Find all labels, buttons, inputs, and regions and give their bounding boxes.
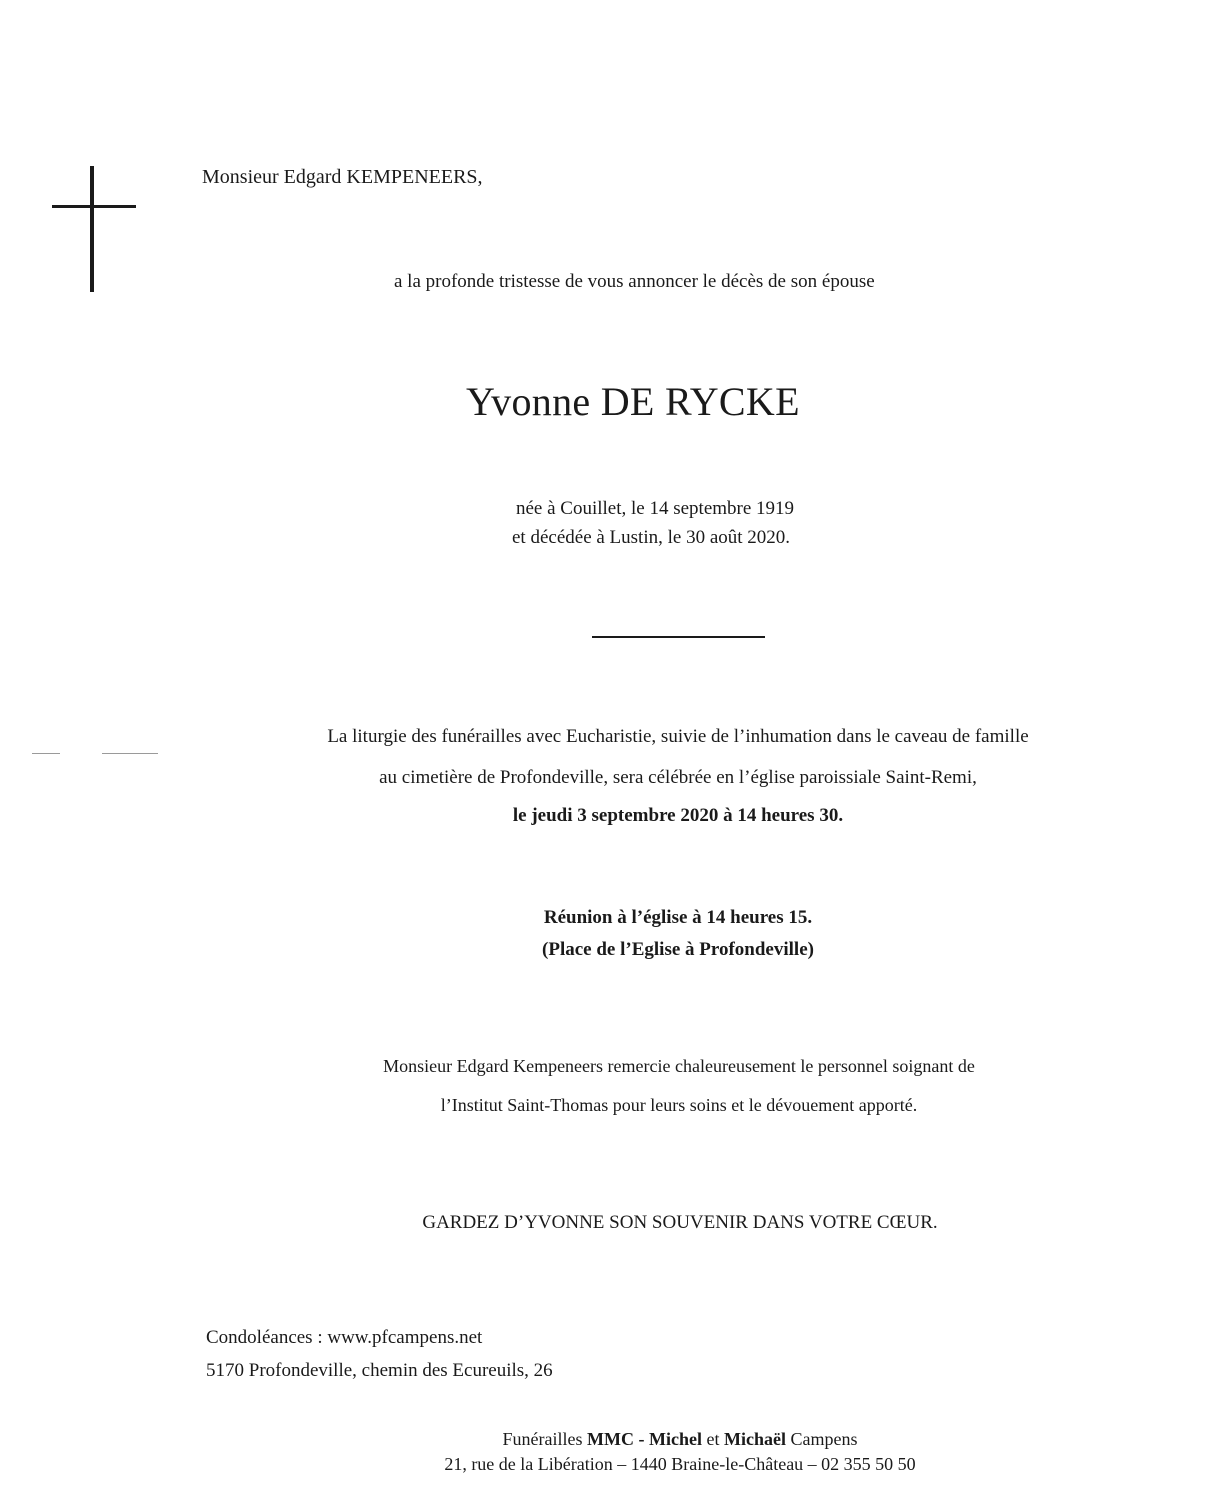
meeting-line-1: Réunion à l’église à 14 heures 15. <box>543 907 813 928</box>
footer-surname: Campens <box>790 1429 858 1449</box>
ceremony-date: le jeudi 3 septembre 2020 à 14 heures 30. <box>512 805 844 826</box>
condolences-label: Condoléances : <box>206 1327 323 1348</box>
scan-artifact <box>32 753 60 754</box>
death-line: et décédée à Lustin, le 30 août 2020. <box>512 527 791 548</box>
announcement-line: a la profonde tristesse de vous annoncer le décès de son épouse <box>394 271 875 292</box>
thanks-line-1: Monsieur Edgard Kempeneers remercie chaleureusement le personnel soignant de <box>383 1056 975 1076</box>
footer-company-abbr: MMC <box>587 1429 634 1449</box>
thanks-line-2: l’Institut Saint-Thomas pour leurs soins et le dévouement apporté. <box>440 1095 918 1115</box>
condolences-line <box>206 1327 482 1349</box>
footer-company <box>0 1429 1205 1450</box>
divider <box>592 636 765 638</box>
footer-company-sep: - <box>634 1429 649 1449</box>
meeting-line-2: (Place de l’Eglise à Profondeville) <box>542 939 814 960</box>
footer-address: 21, rue de la Libération – 1440 Braine-le-Château – 02 355 50 50 <box>444 1454 916 1474</box>
footer-company-prefix: Funérailles <box>502 1429 583 1449</box>
remembrance-line: GARDEZ D’YVONNE SON SOUVENIR DANS VOTRE CŒUR. <box>422 1212 938 1233</box>
birth-line: née à Couillet, le 14 septembre 1919 <box>516 498 795 519</box>
footer-first-name-1: Michel <box>649 1429 702 1449</box>
ceremony-line-1: La liturgie des funérailles avec Eucharistie, suivie de l’inhumation dans le caveau de famille <box>327 726 1029 747</box>
scan-artifact <box>102 753 158 754</box>
footer-first-name-2: Michaël <box>723 1429 786 1449</box>
sender-line: Monsieur Edgard KEMPENEERS, <box>202 166 483 188</box>
contact-address: 5170 Profondeville, chemin des Ecureuils, 26 <box>206 1360 553 1381</box>
condolences-website-link[interactable]: www.pfcampens.net <box>327 1327 483 1348</box>
deceased-name: Yvonne DE RYCKE <box>466 379 800 424</box>
footer-connector: et <box>701 1429 724 1449</box>
ceremony-line-2: au cimetière de Profondeville, sera célébrée en l’église paroissiale Saint-Remi, <box>379 767 977 788</box>
